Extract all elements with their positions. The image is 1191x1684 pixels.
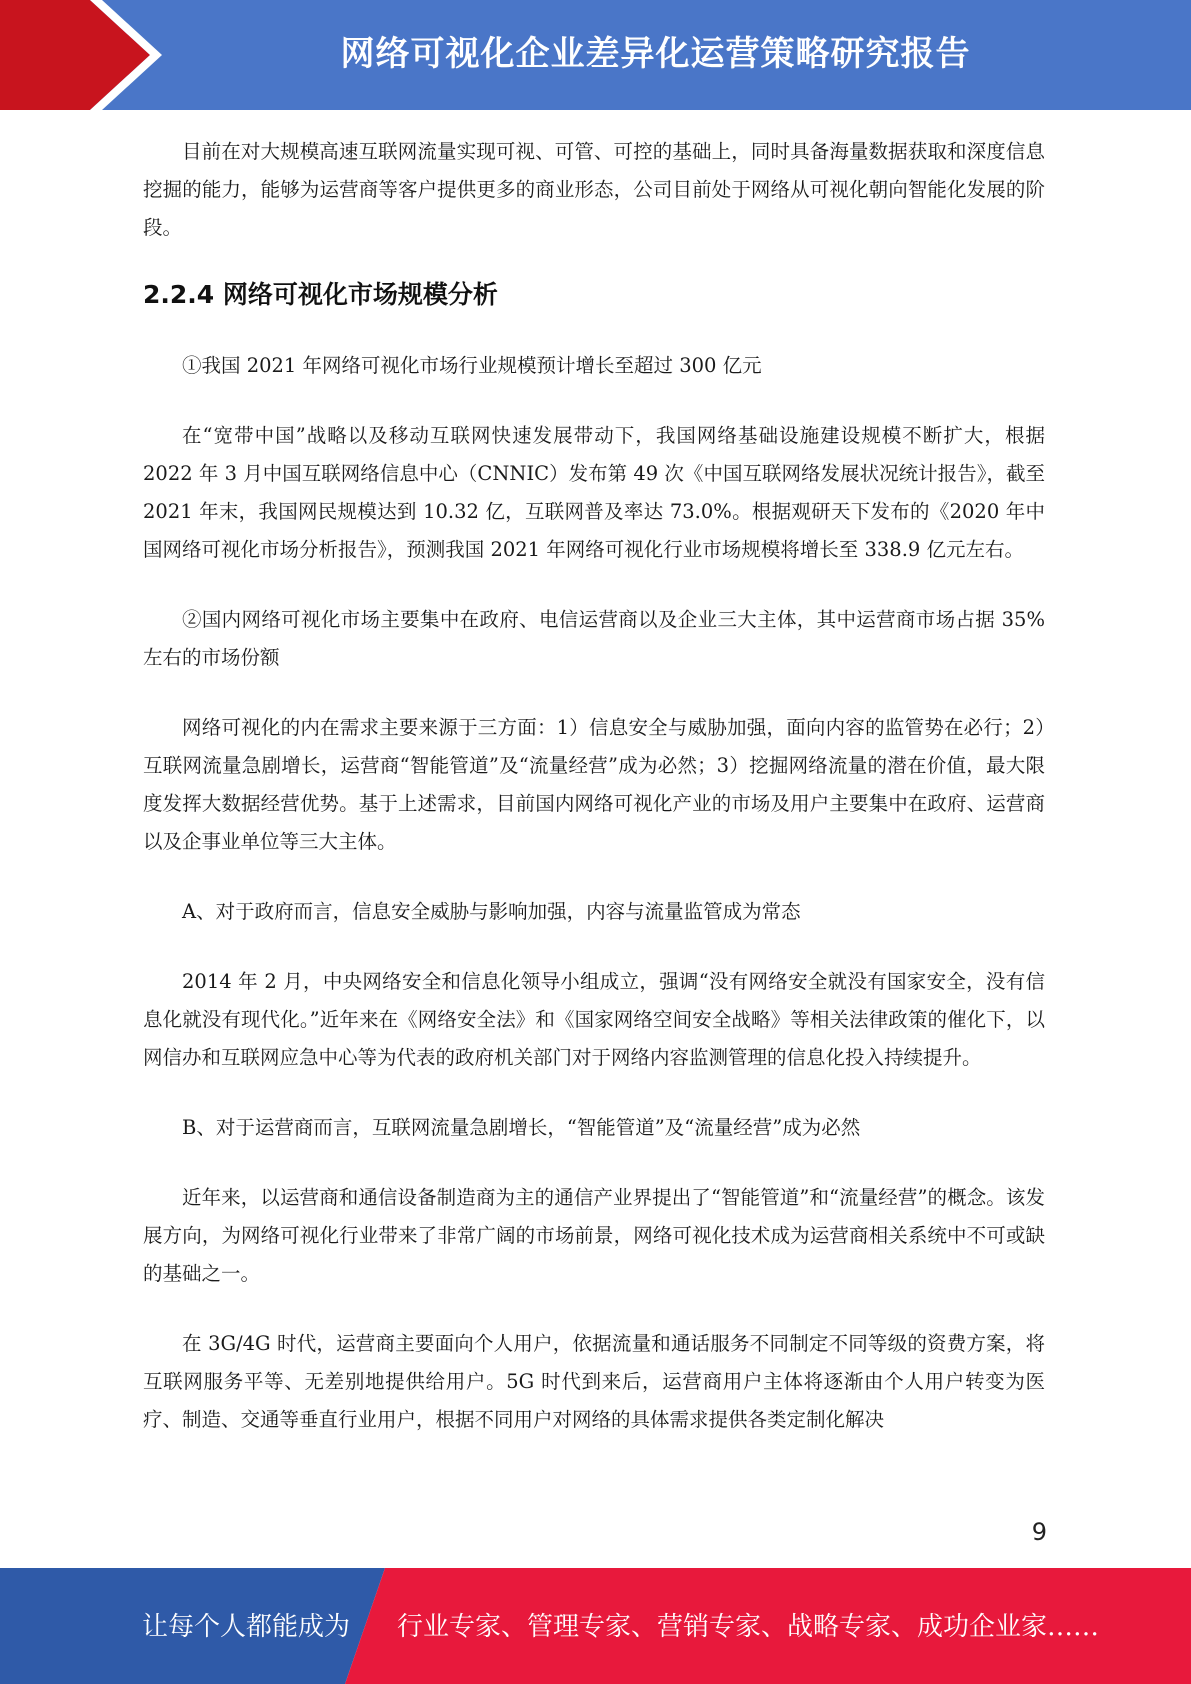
point-2: ②国内网络可视化市场主要集中在政府、电信运营商以及企业三大主体，其中运营商市场占据 35%左右的市场份额	[143, 608, 1045, 669]
intro-paragraph: 目前在对大规模高速互联网流量实现可视、可管、可控的基础上，同时具备海量数据获取和深度信息挖掘的能力，能够为运营商等客户提供更多的商业形态，公司目前处于网络从可视化朝向智能化发展的阶段。	[143, 140, 1045, 239]
paragraph-3: 2014 年 2 月，中央网络安全和信息化领导小组成立，强调“没有网络安全就没有国家安全，没有信息化就没有现代化。”近年来在《网络安全法》和《国家网络空间安全战略》等相关法律政策的催化下，以网信办和互联网应急中心等为代表的政府机关部门对于网络内容监测管理的信息化投入持续提升。	[143, 970, 1045, 1069]
page-footer	[0, 1568, 1191, 1684]
paragraph-5: 在 3G/4G 时代，运营商主要面向个人用户，依据流量和通话服务不同制定不同等级的资费方案，将互联网服务平等、无差别地提供给用户。5G 时代到来后，运营商用户主体将逐渐由个人用户转变为医疗、制造、交通等垂直行业用户，根据不同用户对网络的具体需求提供各类定制化解决	[143, 1332, 1045, 1431]
page-number: 9	[1031, 1518, 1047, 1546]
point-b: B、对于运营商而言，互联网流量急剧增长，“智能管道”及“流量经营”成为必然	[182, 1116, 861, 1139]
report-title: 网络可视化企业差异化运营策略研究报告	[340, 34, 971, 74]
paragraph-2: 网络可视化的内在需求主要来源于三方面：1）信息安全与威胁加强，面向内容的监管势在必行；2）互联网流量急剧增长，运营商“智能管道”及“流量经营”成为必然；3）挖掘网络流量的潜在价值，最大限度发挥大数据经营优势。基于上述需求，目前国内网络可视化产业的市场及用户主要集中在政府、运营商以及企事业单位等三大主体。	[143, 716, 1045, 853]
page-header	[0, 0, 1191, 110]
point-1: ①我国 2021 年网络可视化市场行业规模预计增长至超过 300 亿元	[182, 354, 762, 377]
page-content	[143, 133, 1045, 1439]
footer-slogan-right: 行业专家、管理专家、营销专家、战略专家、成功企业家……	[397, 1612, 1100, 1642]
paragraph-1: 在“宽带中国”战略以及移动互联网快速发展带动下，我国网络基础设施建设规模不断扩大，根据 2022 年 3 月中国互联网络信息中心（CNNIC）发布第 49 次《中国互联网络发展状况统计报告》，截至 2021 年末，我国网民规模达到 10.32 亿，互联网普及率达 73.0%。根据观研天下发布的《2020 年中国网络可视化市场分析报告》，预测我国 2021 年网络可视化行业市场规模将增长至 338.9 亿元左右。	[143, 424, 1045, 561]
point-a: A、对于政府而言，信息安全威胁与影响加强，内容与流量监管成为常态	[182, 900, 801, 923]
section-heading: 2.2.4 网络可视化市场规模分析	[143, 280, 498, 309]
footer-slogan-left: 让每个人都能成为	[142, 1612, 351, 1642]
paragraph-4: 近年来，以运营商和通信设备制造商为主的通信产业界提出了“智能管道”和“流量经营”的概念。该发展方向，为网络可视化行业带来了非常广阔的市场前景，网络可视化技术成为运营商相关系统中不可或缺的基础之一。	[143, 1186, 1045, 1285]
